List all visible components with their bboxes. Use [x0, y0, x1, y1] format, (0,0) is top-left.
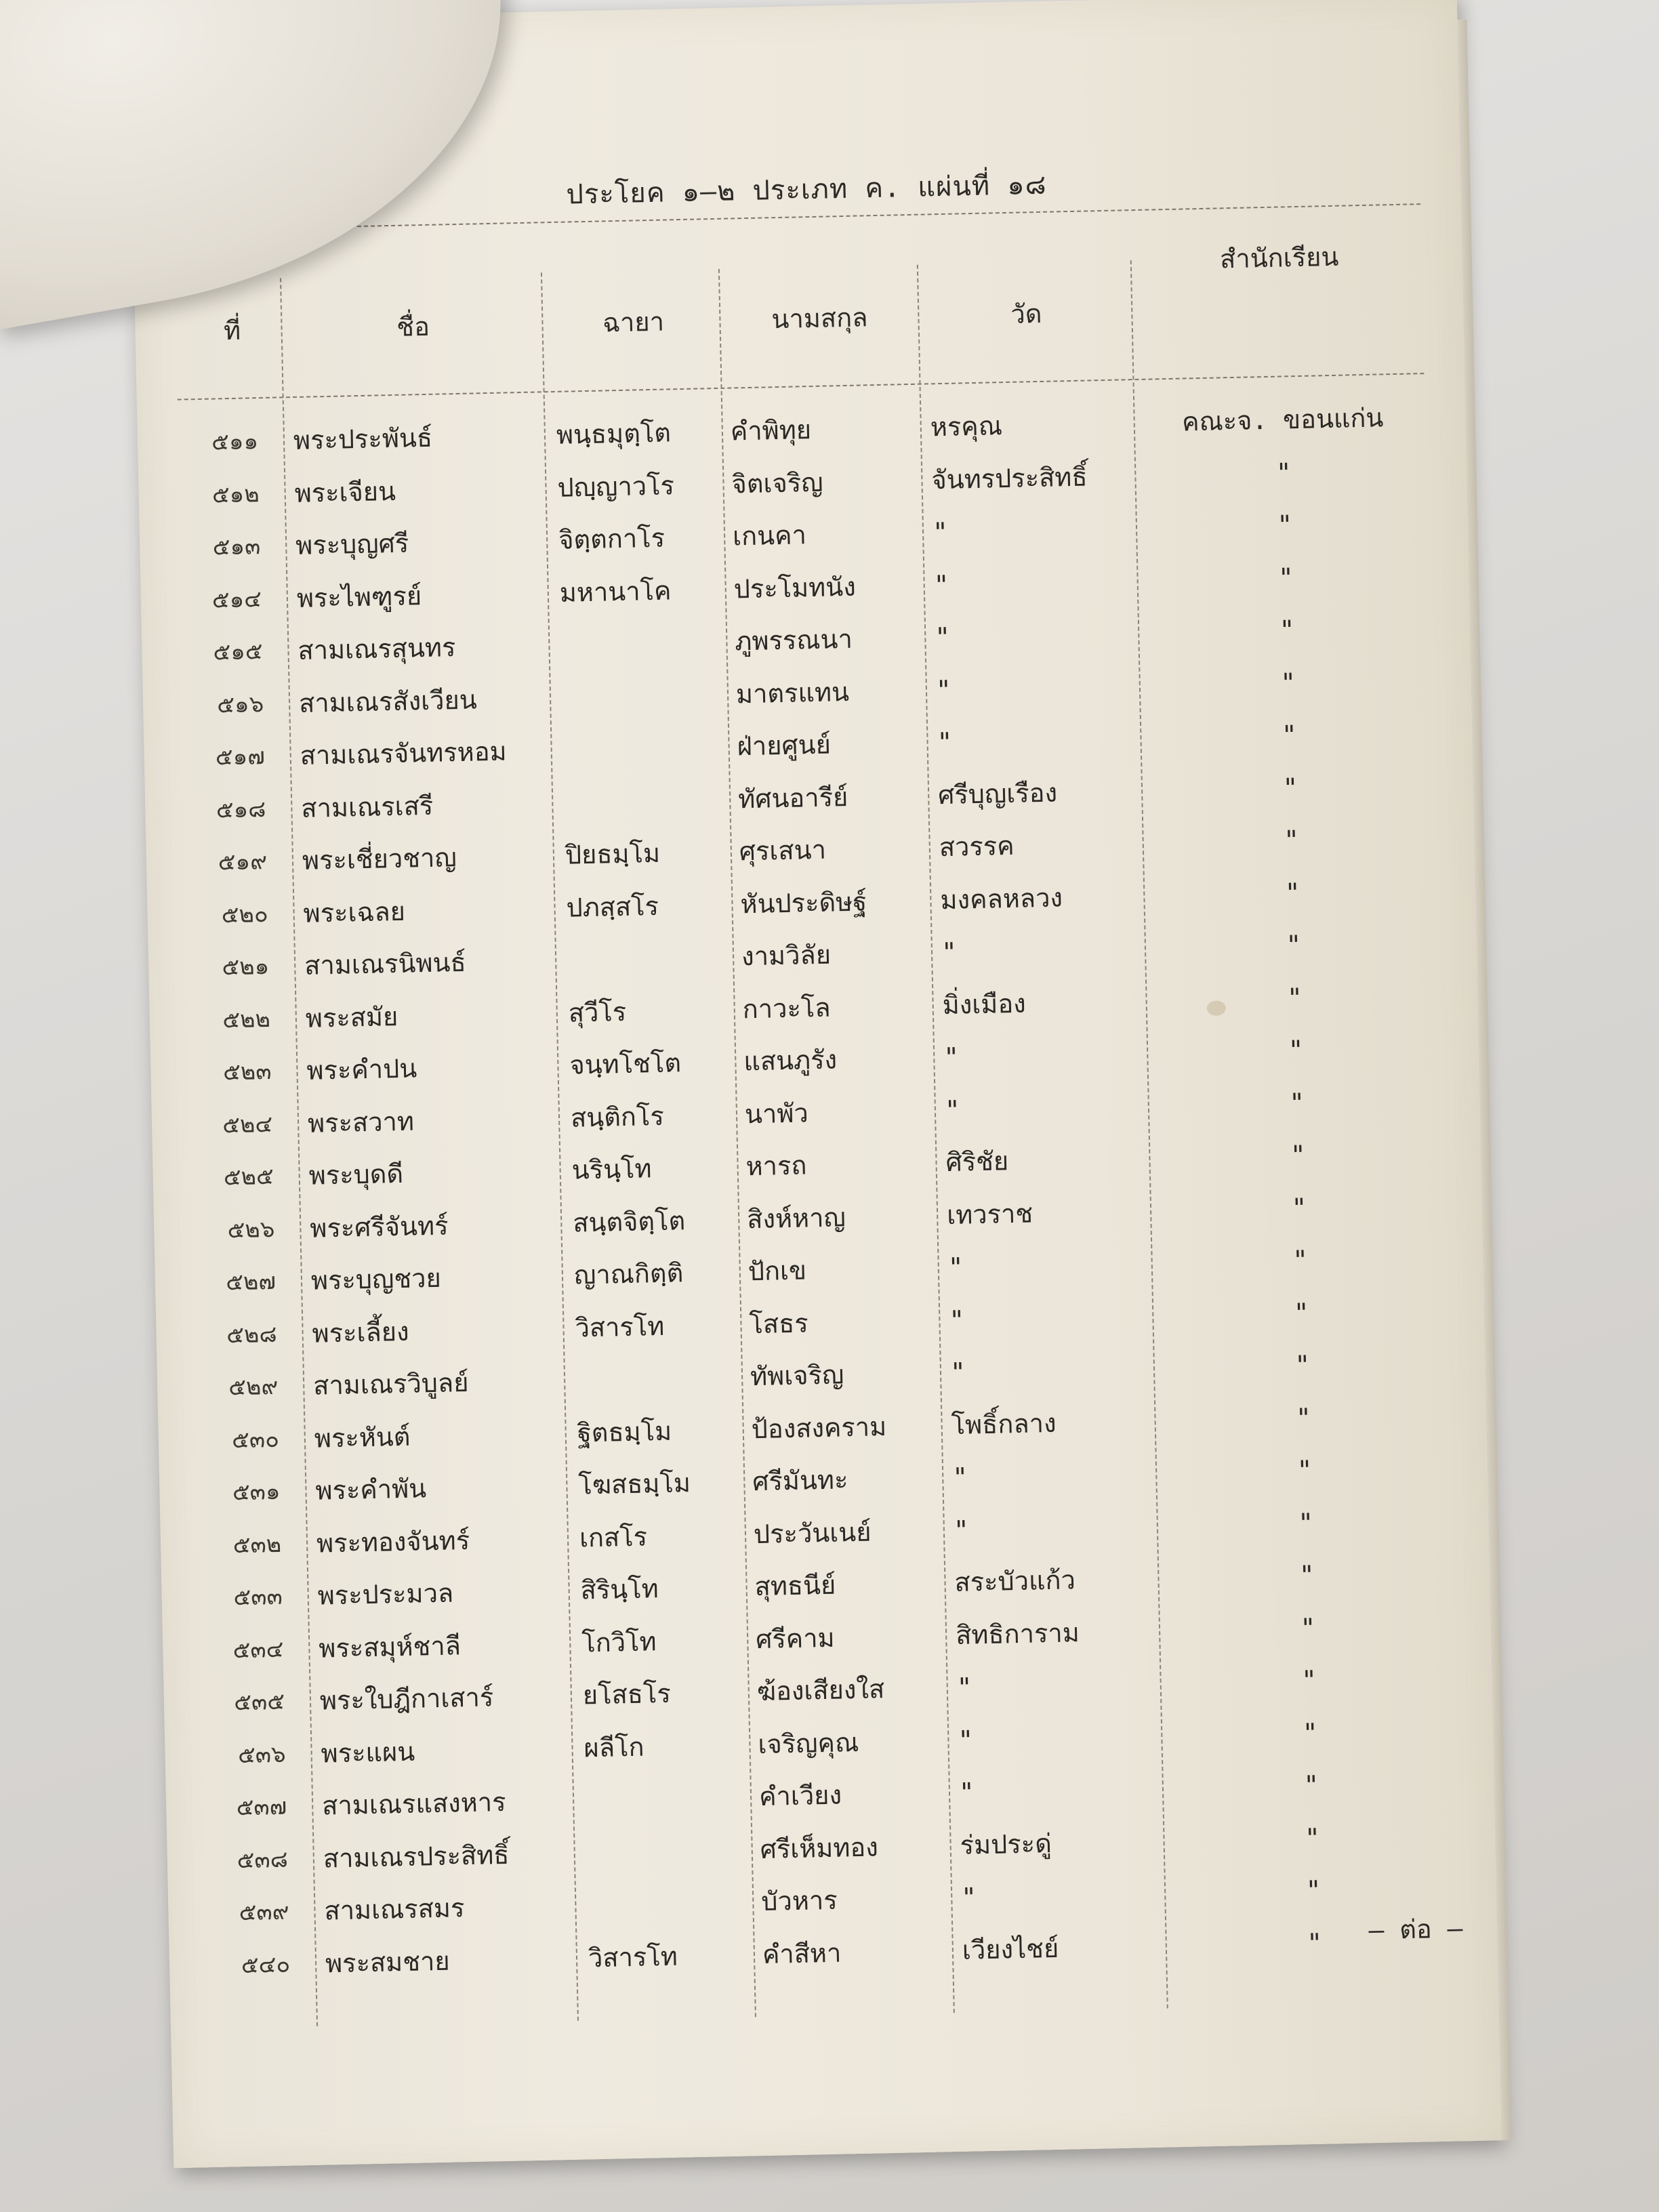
monastic-alias-cell	[567, 933, 729, 937]
school-cell: "	[1297, 1507, 1314, 1538]
monk-name-cell: สามเณรนิพนธ์	[304, 947, 467, 981]
school-cell: "	[1302, 1717, 1319, 1748]
monk-name-cell: สามเณรวิบูลย์	[312, 1367, 469, 1401]
temple-cell: สระบัวแก้ว	[954, 1565, 1076, 1597]
temple-cell: "	[932, 516, 949, 548]
school-cell: "	[1290, 1139, 1307, 1170]
surname-cell: ทัศนอารีย์	[737, 781, 848, 814]
school-cell: "	[1279, 615, 1296, 645]
school-cell: "	[1306, 1927, 1323, 1958]
monk-name-cell: พระหันต์	[314, 1421, 411, 1454]
row-number-cell: ๕๒๑	[222, 952, 270, 981]
surname-cell: งามวิลัย	[741, 939, 832, 972]
school-cell: "	[1304, 1822, 1321, 1853]
surname-cell: บัวหาร	[760, 1885, 838, 1917]
header-school: สำนักเรียน	[1219, 241, 1339, 274]
monastic-alias-cell: สุวีโร	[568, 996, 627, 1028]
temple-cell: "	[951, 1462, 968, 1493]
row-number-cell: ๕๑๗	[215, 743, 266, 771]
school-cell: "	[1284, 877, 1301, 908]
monastic-alias-cell	[564, 775, 726, 779]
monastic-alias-cell: นรินฺโท	[571, 1153, 652, 1185]
monk-name-cell: พระสมุห์ชาลี	[318, 1630, 462, 1664]
school-cell: "	[1286, 930, 1302, 960]
monastic-alias-cell	[575, 1353, 738, 1357]
monk-name-cell: พระสมัย	[305, 1001, 398, 1033]
monastic-alias-cell	[560, 618, 723, 621]
monk-name-cell: พระเชี่ยวชาญ	[302, 842, 457, 876]
header-name: ชื่อ	[396, 311, 430, 342]
temple-cell: "	[937, 726, 953, 758]
monastic-alias-cell: ยโสธโร	[582, 1678, 672, 1711]
school-cell: "	[1300, 1612, 1316, 1643]
school-cell: "	[1305, 1875, 1322, 1906]
header-temple: วัด	[1010, 298, 1042, 329]
monk-name-cell: พระเฉลย	[303, 896, 406, 928]
surname-cell: มาตรแทน	[735, 676, 850, 709]
school-cell: "	[1288, 1035, 1305, 1065]
monk-name-cell: พระสวาท	[307, 1106, 415, 1139]
temple-cell: "	[933, 569, 950, 600]
surname-cell: ภูพรรณนา	[734, 623, 853, 657]
monk-name-cell: พระศรีจันทร์	[309, 1210, 449, 1244]
surname-cell: ฝ่ายศูนย์	[737, 729, 832, 762]
surname-cell: โสธร	[749, 1307, 809, 1339]
monk-name-cell: พระทองจันทร์	[316, 1525, 470, 1559]
document-title: ประโยค ๑–๒ ประเภท ค. แผ่นที่ ๑๘	[566, 169, 1047, 211]
monastic-alias-cell: ผลีโก	[583, 1732, 644, 1763]
surname-cell: หารถ	[745, 1150, 807, 1182]
monastic-alias-cell: ญาณกิตฺติ	[573, 1258, 684, 1290]
document-page	[129, 0, 1502, 2168]
temple-cell: "	[947, 1252, 964, 1283]
row-number-cell: ๕๓๑	[232, 1477, 281, 1507]
surname-cell: ศรีเห็มทอง	[760, 1831, 879, 1864]
school-cell: "	[1300, 1664, 1317, 1696]
school-cell: "	[1286, 982, 1303, 1013]
monastic-alias-cell: จิตฺตกาโร	[558, 523, 665, 555]
row-number-cell: ๕๒๘	[226, 1320, 278, 1349]
row-number-cell: ๕๓๖	[237, 1740, 287, 1769]
temple-cell: "	[957, 1724, 974, 1755]
monk-name-cell: สามเณรจันทรหอม	[300, 736, 508, 771]
surname-cell: คำสีหา	[762, 1938, 842, 1969]
school-cell: "	[1277, 510, 1293, 540]
header-number: ที่	[223, 315, 241, 346]
temple-cell: ศิริชัย	[945, 1146, 1009, 1178]
row-number-cell: ๕๑๙	[218, 848, 268, 876]
school-cell: "	[1277, 562, 1294, 593]
school-cell: "	[1283, 825, 1300, 855]
row-number-cell: ๕๑๔	[211, 585, 262, 614]
monk-name-cell: สามเณรประสิทธิ์	[323, 1839, 510, 1874]
row-number-cell: ๕๑๑	[211, 428, 259, 456]
surname-cell: เจริญคุณ	[758, 1727, 859, 1759]
monastic-alias-cell: โฆสธมฺโม	[577, 1468, 691, 1500]
surname-cell: จิตเจริญ	[731, 467, 823, 499]
row-number-cell: ๕๓๔	[232, 1635, 284, 1664]
header-bottom-rule	[178, 373, 1425, 401]
school-cell: "	[1279, 667, 1296, 698]
row-number-cell: ๕๓๕	[233, 1687, 285, 1717]
surname-cell: หันประดิษฐ์	[740, 886, 867, 919]
school-cell: "	[1298, 1559, 1315, 1591]
monk-name-cell: พระใบฎีกาเสาร์	[319, 1682, 494, 1716]
monastic-alias-cell: สิรินฺโท	[580, 1574, 659, 1605]
surname-cell: ฆ้องเสียงใส	[756, 1674, 885, 1707]
monastic-alias-cell: จนฺทโชโต	[569, 1048, 682, 1080]
temple-cell: "	[934, 621, 951, 653]
row-number-cell: ๕๒๓	[222, 1057, 272, 1086]
temple-cell: โพธิ์กลาง	[951, 1408, 1057, 1440]
row-number-cell: ๕๓๓	[233, 1582, 283, 1612]
monastic-alias-cell: โกวิโท	[581, 1626, 657, 1658]
row-number-cell: ๕๓๐	[231, 1425, 280, 1454]
monk-name-cell: สามเณรเสรี	[300, 790, 434, 823]
monastic-alias-cell	[584, 1773, 747, 1776]
monastic-alias-cell: วิสารโท	[588, 1941, 678, 1973]
monastic-alias-cell	[562, 723, 725, 726]
school-cell: "	[1294, 1349, 1311, 1380]
row-number-cell: ๕๒๔	[222, 1110, 273, 1139]
temple-cell: "	[949, 1357, 966, 1388]
row-number-cell: ๕๒๖	[227, 1215, 275, 1244]
temple-cell: "	[941, 937, 958, 968]
row-number-cell: ๕๑๖	[216, 690, 264, 718]
monastic-alias-cell: มหานาโค	[559, 575, 672, 608]
monastic-alias-cell: สนฺติกโร	[570, 1101, 665, 1133]
temple-cell: มิ่งเมือง	[942, 988, 1027, 1020]
temple-cell: สวรรค	[939, 830, 1015, 863]
temple-cell: "	[944, 1094, 961, 1125]
monastic-alias-cell: ปิยธมฺโม	[565, 838, 661, 870]
row-number-cell: ๕๑๓	[212, 533, 261, 561]
surname-cell: กาวะโล	[742, 992, 831, 1024]
header-alias: ฉายา	[602, 306, 665, 338]
school-cell: "	[1292, 1244, 1309, 1275]
continued-marker: – ต่อ –	[1368, 1913, 1463, 1946]
surname-cell: แสนภูรัง	[743, 1044, 838, 1077]
row-number-cell: ๕๓๒	[232, 1530, 282, 1559]
row-number-cell: ๕๒๐	[221, 900, 269, 928]
temple-cell: ร่มประดู่	[960, 1828, 1052, 1860]
monastic-alias-cell: ปภสฺสโร	[566, 890, 659, 923]
temple-cell: มงคลหลวง	[939, 882, 1063, 915]
monk-name-cell: พระไพฑูรย์	[296, 580, 422, 613]
temple-cell: หรคุณ	[930, 411, 1003, 443]
surname-cell: สิงห์หาญ	[746, 1202, 846, 1234]
surname-cell: ทัพเจริญ	[750, 1359, 844, 1392]
school-cell: คณะจ. ขอนแก่น	[1181, 403, 1384, 437]
monk-name-cell: พระบุดดี	[308, 1158, 404, 1191]
monk-name-cell: พระคำพัน	[315, 1473, 427, 1506]
monk-name-cell: สามเณรสมร	[324, 1893, 465, 1926]
monastic-alias-cell: พนฺธมุตฺโต	[556, 417, 672, 450]
school-cell: "	[1291, 1192, 1307, 1223]
temple-cell: สิทธิการาม	[955, 1617, 1080, 1650]
monk-name-cell: สามเณรสุนทร	[298, 632, 456, 665]
row-number-cell: ๕๓๙	[239, 1898, 289, 1927]
monk-name-cell: พระเจียน	[294, 476, 396, 508]
monk-name-cell: พระคำปน	[306, 1053, 417, 1086]
surname-cell: คำเวียง	[758, 1780, 842, 1812]
row-number-cell: ๕๑๘	[216, 795, 266, 824]
monk-name-cell: พระประพันธ์	[293, 422, 433, 456]
temple-cell: จันทรประสิทธิ์	[930, 462, 1088, 495]
monk-name-cell: พระเลี้ยง	[312, 1316, 410, 1349]
surname-cell: ศรีคาม	[755, 1622, 836, 1654]
school-cell: "	[1293, 1297, 1310, 1328]
temple-cell: ศรีบุญเรือง	[937, 777, 1058, 810]
monastic-alias-cell: วิสารโท	[575, 1311, 665, 1343]
temple-cell: "	[948, 1305, 965, 1335]
temple-cell: "	[935, 674, 952, 705]
school-cell: "	[1288, 1087, 1305, 1118]
school-cell: "	[1296, 1454, 1313, 1486]
monastic-alias-cell: สนฺตจิตฺโต	[572, 1205, 686, 1238]
monastic-alias-cell: ปญฺญาวโร	[557, 470, 675, 503]
row-number-cell: ๕๓๗	[236, 1793, 287, 1822]
surname-cell: นาพัว	[744, 1097, 809, 1129]
row-number-cell: ๕๒๒	[222, 1005, 271, 1033]
row-number-cell: ๕๒๗	[225, 1267, 276, 1296]
surname-cell: ปักเข	[747, 1255, 807, 1287]
temple-cell: "	[958, 1777, 975, 1807]
monk-name-cell: สามเณรแสงหาร	[321, 1786, 506, 1821]
monastic-alias-cell: ฐิตธมฺโม	[577, 1416, 672, 1448]
monk-name-cell: สามเณรสังเวียน	[298, 684, 478, 718]
monk-name-cell: พระบุญชวย	[310, 1263, 442, 1296]
monastic-alias-cell	[587, 1878, 750, 1881]
temple-cell: เทวราช	[946, 1197, 1033, 1230]
surname-cell: เกนคา	[732, 520, 807, 552]
header-surname: นามสกุล	[771, 302, 868, 335]
monastic-alias-cell	[586, 1826, 748, 1829]
temple-cell: เวียงไชย์	[962, 1933, 1059, 1965]
school-cell: "	[1282, 772, 1298, 803]
temple-cell: "	[956, 1672, 973, 1702]
monk-name-cell: พระสมชาย	[325, 1946, 451, 1979]
surname-cell: ประโมทนัง	[733, 571, 857, 604]
temple-cell: "	[953, 1515, 970, 1545]
school-cell: "	[1303, 1769, 1319, 1801]
row-number-cell: ๕๑๒	[211, 480, 260, 509]
surname-cell: คำพิทุย	[730, 415, 812, 447]
row-number-cell: ๕๓๘	[237, 1845, 289, 1874]
surname-cell: ศุรเสนา	[739, 834, 827, 867]
school-cell: "	[1295, 1402, 1312, 1433]
row-number-cell: ๕๑๕	[213, 638, 263, 666]
monk-name-cell: พระประมวล	[317, 1578, 454, 1611]
school-cell: "	[1281, 720, 1298, 750]
school-cell: "	[1275, 457, 1292, 488]
surname-cell: ป้องสงคราม	[751, 1411, 887, 1444]
monk-name-cell: พระบุญศรี	[295, 528, 409, 561]
surname-cell: สุทธนีย์	[754, 1570, 836, 1602]
surname-cell: ประวันเนย์	[753, 1517, 872, 1549]
temple-cell: "	[943, 1042, 960, 1073]
surname-cell: ศรีมันทะ	[752, 1465, 848, 1497]
row-number-cell: ๕๔๐	[241, 1950, 291, 1979]
temple-cell: "	[960, 1882, 977, 1912]
monastic-alias-cell	[561, 670, 724, 674]
row-number-cell: ๕๒๙	[228, 1372, 279, 1401]
monk-name-cell: พระแผน	[321, 1736, 415, 1769]
monastic-alias-cell: เกสโร	[579, 1521, 648, 1553]
row-number-cell: ๕๒๕	[223, 1162, 274, 1191]
